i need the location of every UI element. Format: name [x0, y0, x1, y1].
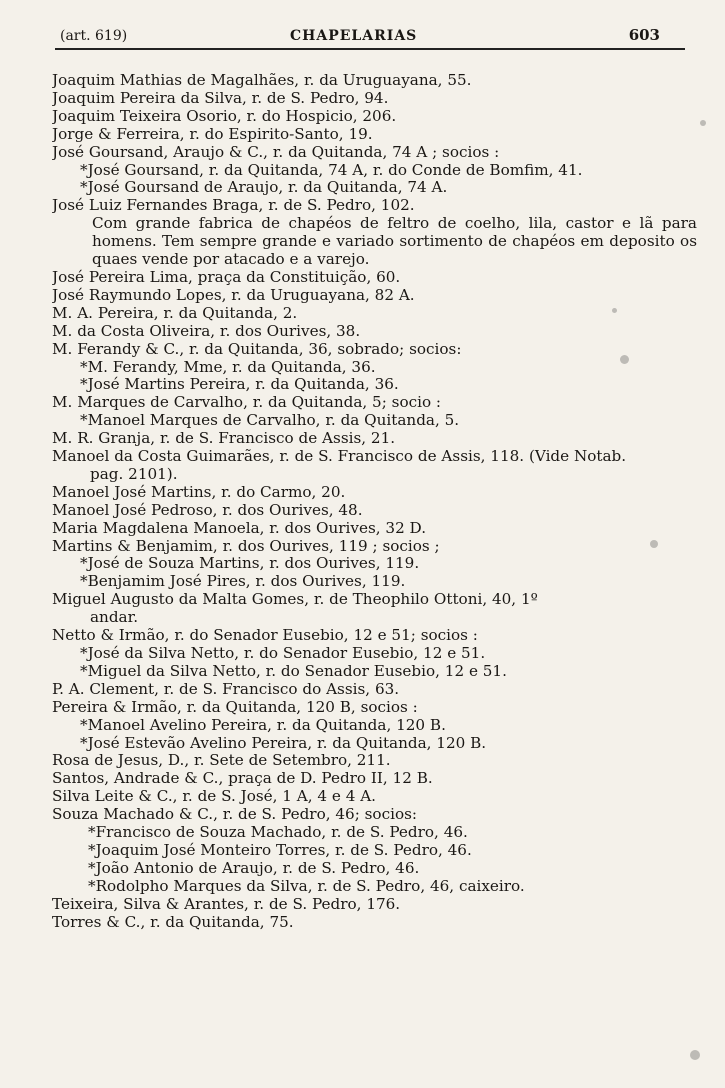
partner-entry: *M. Ferandy, Mme, r. da Quitanda, 36.	[80, 358, 376, 376]
partner-entry: *José de Souza Martins, r. dos Ourives, 119.	[80, 555, 420, 573]
partner-entry: *Manoel Avelino Pereira, r. da Quitanda, 120 B.	[80, 716, 446, 734]
article-reference: (art. 619)	[60, 28, 128, 44]
directory-entry: Joaquim Teixeira Osorio, r. do Hospicio, 206.	[52, 107, 397, 125]
partner-entry: *Benjamim José Pires, r. dos Ourives, 119.	[80, 573, 406, 591]
paper-speck	[690, 1050, 700, 1060]
directory-entry: M. R. Granja, r. de S. Francisco de Assis, 21.	[52, 430, 396, 448]
paper-speck	[612, 308, 617, 313]
partner-entry: *José Martins Pereira, r. da Quitanda, 36.	[80, 376, 399, 394]
directory-entry: Miguel Augusto da Malta Gomes, r. de Theophilo Ottoni, 40, 1º	[52, 591, 538, 609]
partner-entry: *Rodolpho Marques da Silva, r. de S. Pedro, 46, caixeiro.	[88, 877, 525, 895]
partner-entry: *José Goursand, r. da Quitanda, 74 A, r. do Conde de Bomfim, 41.	[80, 161, 583, 179]
partner-entry: *José da Silva Netto, r. do Senador Eusebio, 12 e 51.	[80, 645, 486, 662]
directory-entry: José Luiz Fernandes Braga, r. de S. Pedro, 102.	[52, 197, 415, 215]
directory-entry: Manoel da Costa Guimarães, r. de S. Francisco de Assis, 118. (Vide Notab.	[52, 448, 627, 466]
directory-entry: Pereira & Irmão, r. da Quitanda, 120 B, socios :	[52, 698, 418, 716]
directory-entry: José Goursand, Araujo & C., r. da Quitanda, 74 A ; socios :	[52, 143, 500, 161]
directory-entry: Souza Machado & C., r. de S. Pedro, 46; socios:	[52, 806, 417, 824]
partner-entry: *Manoel Marques de Carvalho, r. da Quitanda, 5.	[80, 412, 460, 430]
paper-speck	[700, 120, 706, 126]
paper-speck	[620, 355, 629, 364]
directory-entry: Joaquim Pereira da Silva, r. de S. Pedro, 94.	[52, 89, 389, 107]
paper-speck	[650, 540, 658, 548]
directory-entry: Jorge & Ferreira, r. do Espirito-Santo, 19.	[52, 125, 373, 143]
entry-continuation: andar.	[90, 609, 139, 627]
directory-entry: José Pereira Lima, praça da Constituição, 60.	[52, 268, 401, 286]
directory-entry: M. Ferandy & C., r. da Quitanda, 36, sobrado; socios:	[52, 340, 462, 358]
directory-entry: Teixeira, Silva & Arantes, r. de S. Pedro, 176.	[52, 895, 401, 913]
entry-continuation: pag. 2101).	[90, 465, 178, 483]
directory-entry: Rosa de Jesus, D., r. Sete de Setembro, 211.	[52, 752, 391, 770]
directory-entry: Joaquim Mathias de Magalhães, r. da Uruguayana, 55.	[52, 72, 472, 89]
page-number: 603	[628, 26, 660, 44]
directory-entry: Netto & Irmão, r. do Senador Eusebio, 12 e 51; socios :	[52, 627, 478, 645]
partner-entry: *Francisco de Souza Machado, r. de S. Pedro, 46.	[88, 824, 468, 842]
partner-entry: *João Antonio de Araujo, r. de S. Pedro, 46.	[88, 859, 420, 877]
partner-entry: *Miguel da Silva Netto, r. do Senador Eusebio, 12 e 51.	[80, 662, 507, 680]
directory-entry: Silva Leite & C., r. de S. José, 1 A, 4 e 4 A.	[52, 788, 377, 806]
partner-entry: *Joaquim José Monteiro Torres, r. de S. Pedro, 46.	[88, 841, 472, 859]
directory-entry: P. A. Clement, r. de S. Francisco do Assis, 63.	[52, 680, 400, 698]
directory-entry: Manoel José Pedroso, r. dos Ourives, 48.	[52, 501, 363, 519]
business-description: Com grande fabrica de chapéos de feltro de coelho, lila, castor e lã para homens. Tem sempre grande e variado sortimento de chapéos em deposito os quaes vende por atacado e a varejo.	[92, 215, 697, 269]
directory-entry: Santos, Andrade & C., praça de D. Pedro II, 12 B.	[52, 770, 433, 788]
directory-entry: José Raymundo Lopes, r. da Uruguayana, 82 A.	[52, 286, 415, 304]
partner-entry: *José Estevão Avelino Pereira, r. da Quitanda, 120 B.	[80, 734, 487, 752]
entry-list	[52, 72, 697, 932]
directory-entry: M. Marques de Carvalho, r. da Quitanda, 5; socio :	[52, 394, 442, 412]
section-title: CHAPELARIAS	[290, 28, 418, 44]
directory-entry: M. A. Pereira, r. da Quitanda, 2.	[52, 304, 298, 322]
partner-entry: *José Goursand de Araujo, r. da Quitanda, 74 A.	[80, 179, 448, 197]
page-header	[60, 22, 695, 46]
directory-entry: M. da Costa Oliveira, r. dos Ourives, 38.	[52, 322, 361, 340]
directory-entry: Torres & C., r. da Quitanda, 75.	[52, 913, 294, 931]
directory-entry: Manoel José Martins, r. do Carmo, 20.	[52, 483, 346, 501]
directory-entry: Maria Magdalena Manoela, r. dos Ourives, 32 D.	[52, 519, 427, 537]
header-rule	[55, 48, 685, 50]
directory-entry: Martins & Benjamim, r. dos Ourives, 119 ; socios ;	[52, 537, 440, 555]
